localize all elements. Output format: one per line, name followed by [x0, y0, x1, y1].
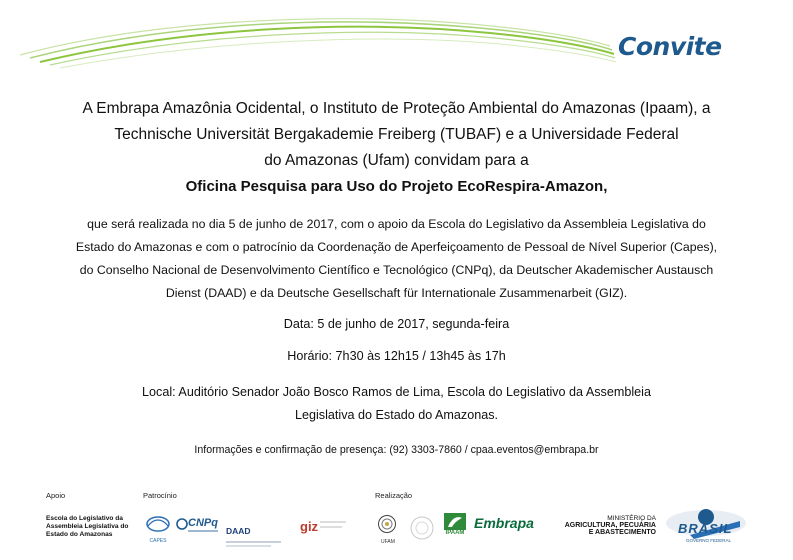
location-line: Local: Auditório Senador João Bosco Ramos de Lima, Escola do Legislativo da Assembleia — [142, 385, 651, 399]
cnpq-logo — [176, 517, 220, 537]
realizacao-label: Realização — [375, 491, 413, 500]
daad-text: DAAD — [226, 526, 251, 536]
ipaam-logo — [441, 513, 469, 543]
description-line: do Conselho Nacional de Desenvolvimento Científico e Tecnológico (CNPq), da Deutscher Akademischer Austausch — [79, 263, 714, 277]
cnpq-text: CNPq — [188, 517, 218, 529]
location-line: Legislativa do Estado do Amazonas. — [294, 408, 499, 422]
intro-line: A Embrapa Amazônia Ocidental, o Instituto de Proteção Ambiental do Amazonas (Ipaam), a — [82, 100, 711, 117]
brasil-text: BRASIL — [678, 521, 733, 536]
event-hours: Horário: 7h30 às 12h15 / 13h45 às 17h — [287, 349, 506, 363]
capes-logo — [144, 514, 172, 542]
ipaam-text: IPAAM — [445, 530, 465, 536]
seal-logo — [408, 515, 436, 541]
giz-text: giz — [300, 519, 319, 534]
ufam-text: UFAM — [381, 539, 395, 545]
apoio-text-line: Estado do Amazonas — [46, 531, 113, 538]
ministerio-line: E ABASTECIMENTO — [588, 529, 656, 536]
ministerio-logo — [556, 515, 656, 545]
brasil-governo-logo — [660, 505, 750, 545]
description-line: Estado do Amazonas e com o patrocínio da Coordenação de Aperfeiçoamento de Pessoal de Nível Superior (Capes), — [75, 240, 718, 254]
apoio-logo-text — [46, 515, 128, 539]
ministerio-line: MINISTÉRIO DA — [607, 515, 656, 522]
embrapa-logo — [474, 515, 540, 539]
event-location — [0, 381, 793, 427]
event-date: Data: 5 de junho de 2017, segunda-feira — [283, 317, 510, 331]
apoio-text-line: Escola do Legislativo da — [46, 515, 123, 522]
ufam-logo — [377, 514, 399, 544]
invitation-title: Convite — [618, 32, 722, 61]
daad-logo — [226, 521, 296, 541]
apoio-text-line: Assembleia Legislativa do — [46, 523, 129, 530]
embrapa-text: Embrapa — [474, 515, 534, 531]
capes-text: CAPES — [149, 538, 167, 544]
event-description — [0, 213, 793, 305]
intro-line: Technische Universität Bergakademie Freiberg (TUBAF) e a Universidade Federal — [114, 126, 679, 143]
patrocinio-label: Patrocínio — [143, 491, 177, 500]
event-title: Oficina Pesquisa para Uso do Projeto EcoRespira-Amazon, — [185, 178, 608, 195]
description-line: que será realizada no dia 5 de junho de 2017, com o apoio da Escola do Legislativo da Assembleia Legislativa do — [87, 217, 706, 231]
apoio-label: Apoio — [46, 491, 66, 500]
intro-line: do Amazonas (Ufam) convidam para a — [264, 152, 529, 169]
contact-info: Informações e confirmação de presença: (92) 3303-7860 / cpaa.eventos@embrapa.br — [194, 444, 599, 456]
ministerio-line: AGRICULTURA, PECUÁRIA — [564, 522, 656, 529]
intro-paragraph — [0, 96, 793, 174]
giz-logo — [300, 518, 350, 538]
governo-text: GOVERNO FEDERAL — [686, 538, 732, 543]
description-line: Dienst (DAAD) e da Deutsche Gesellschaft für Internationale Zusammenarbeit (GIZ). — [165, 286, 628, 300]
